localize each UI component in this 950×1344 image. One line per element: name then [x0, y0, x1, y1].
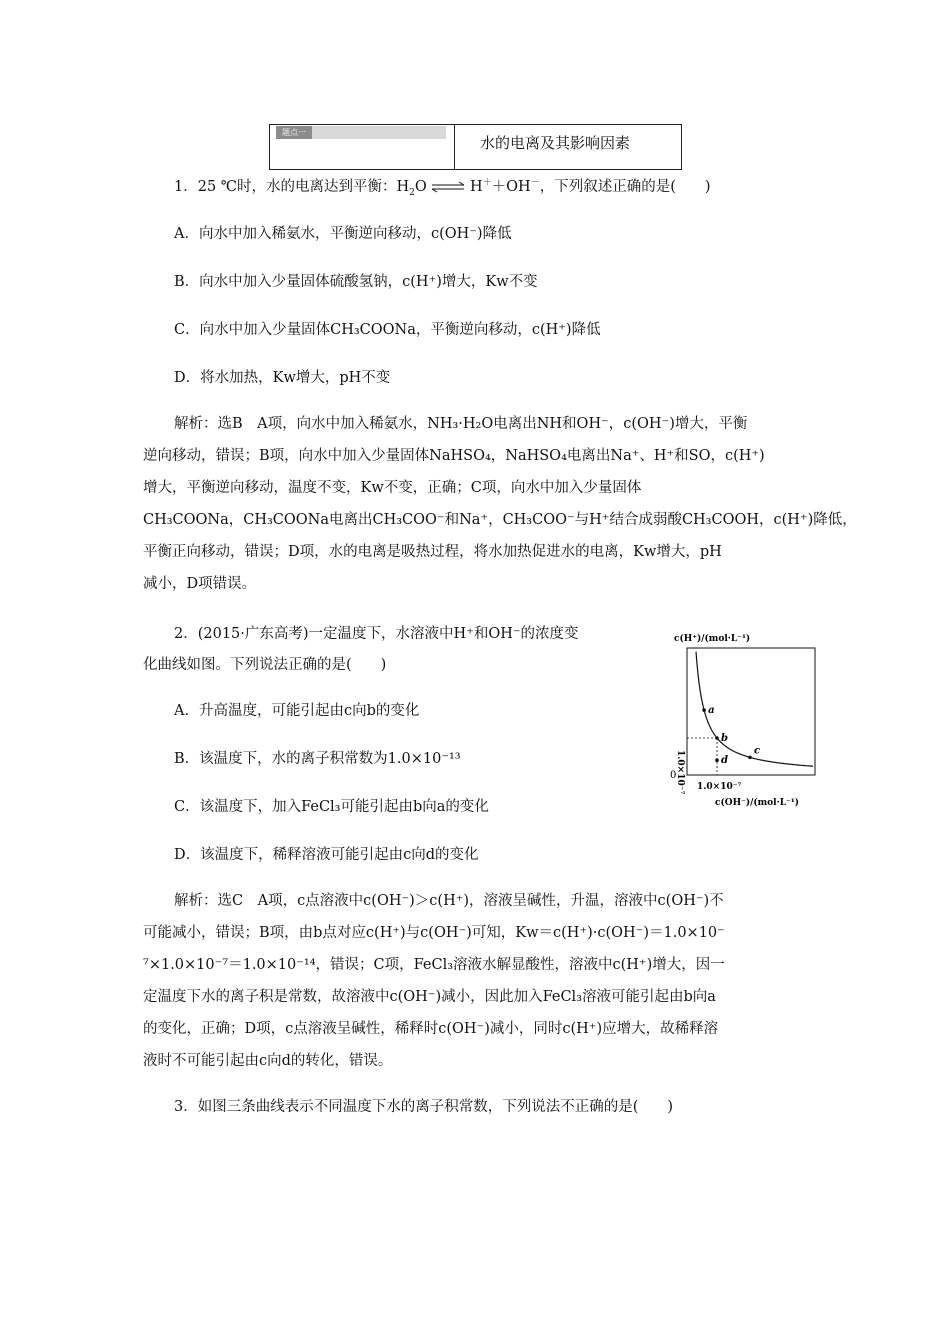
q1-analysis-line-3: 增大，平衡逆向移动，温度不变，Kw不变，正确；C项，向水中加入少量固体 — [143, 480, 642, 496]
header-divider — [454, 125, 455, 169]
chart-point-label-b: b — [721, 733, 728, 744]
kw-curve-chart — [660, 628, 825, 813]
q2-option-b: B．该温度下，水的离子积常数为1.0×10⁻¹³ — [174, 751, 461, 767]
chart-point-b — [715, 736, 719, 740]
chart-point-label-a: a — [708, 705, 715, 717]
equilibrium-arrow-icon — [431, 181, 465, 193]
q1-option-a: A．向水中加入稀氨水，平衡逆向移动，c(OH⁻)降低 — [174, 226, 512, 242]
topic-badge: 题点一 — [276, 126, 312, 139]
q1-analysis-line-4: CH₃COONa，CH₃COONa电离出CH₃COO⁻和Na⁺，CH₃COO⁻与H⁺结合成弱酸CH₃COOH，c(H⁺)降低， — [143, 512, 857, 528]
chart-x-tick-label: 1.0×10⁻⁷ — [697, 782, 742, 792]
topic-header-box — [269, 124, 682, 170]
q2-analysis-line-1: 解析：选C A项，c点溶液中c(OH⁻)＞c(H⁺)，溶液呈碱性，升温，溶液中c(OH⁻)不 — [174, 893, 724, 909]
chart-point-c — [748, 756, 752, 760]
chart-ylabel: c(H⁺)/(mol·L⁻¹) — [674, 634, 751, 644]
q1-stem: 1．25 ℃时，水的电离达到平衡：$H_2O$ H＋＋OH－，下列叙述正确的是( ) — [174, 178, 711, 198]
q2-option-c: C．该温度下，加入FeCl₃可能引起由b向a的变化 — [174, 799, 489, 815]
q2-option-d: D．该温度下，稀释溶液可能引起由c向d的变化 — [174, 847, 479, 863]
q1-option-c: C．向水中加入少量固体CH₃COONa，平衡逆向移动，c(H⁺)降低 — [174, 322, 601, 338]
q1-option-b: B．向水中加入少量固体硫酸氢钠，c(H⁺)增大，Kw不变 — [174, 274, 538, 290]
q2-analysis-line-6: 液时不可能引起由c向d的转化，错误。 — [143, 1053, 393, 1069]
q2-analysis-line-5: 的变化，正确；D项，c点溶液呈碱性，稀释时c(OH⁻)减小，同时c(H⁺)应增大，故稀释溶 — [143, 1021, 719, 1037]
chart-point-d — [715, 758, 719, 762]
q2-stem-line-1: 2．(2015·广东高考)一定温度下，水溶液中H⁺和OH⁻的浓度变 — [174, 626, 579, 642]
chart-y-tick-label: 1.0×10⁻⁷ — [675, 750, 685, 795]
chart-origin-label: 0 — [670, 770, 677, 781]
q1-analysis-line-2: 逆向移动，错误；B项，向水中加入少量固体NaHSO₄，NaHSO₄电离出Na⁺、H⁺和SO，c(H⁺) — [143, 448, 765, 464]
badge-strip — [276, 126, 446, 139]
q2-stem-line-2: 化曲线如图。下列说法正确的是( ) — [143, 657, 387, 673]
q2-analysis-line-3: ⁷×1.0×10⁻⁷＝1.0×10⁻¹⁴，错误；C项，FeCl₃溶液水解显酸性，溶液中c(H⁺)增大，因一 — [143, 957, 725, 973]
q1-analysis-line-5: 平衡正向移动，错误；D项，水的电离是吸热过程，将水加热促进水的电离，Kw增大，pH — [143, 544, 722, 560]
q1-analysis-line-1: 解析：选B A项，向水中加入稀氨水，NH₃·H₂O电离出NH和OH⁻，c(OH⁻)增大，平衡 — [174, 416, 748, 432]
q2-analysis-line-2: 可能减小，错误；B项，由b点对应c(H⁺)与c(OH⁻)可知，Kw＝c(H⁺)·c(OH⁻)＝1.0×10⁻ — [143, 925, 725, 941]
q1-analysis-line-6: 减小，D项错误。 — [143, 576, 257, 592]
q2-analysis-line-4: 定温度下水的离子积是常数，故溶液中c(OH⁻)减小，因此加入FeCl₃溶液可能引起由b向a — [143, 989, 716, 1005]
chart-points — [702, 705, 760, 766]
chart-point-label-d: d — [721, 755, 728, 767]
q1-option-d: D．将水加热，Kw增大，pH不变 — [174, 370, 391, 386]
chart-xlabel: c(OH⁻)/(mol·L⁻¹) — [715, 798, 799, 808]
q2-chart — [660, 628, 825, 817]
q3-stem: 3．如图三条曲线表示不同温度下水的离子积常数，下列说法不正确的是( ) — [174, 1099, 674, 1115]
chart-point-a — [702, 708, 706, 712]
topic-title: 水的电离及其影响因素 — [480, 134, 631, 152]
q2-option-a: A．升高温度，可能引起由c向b的变化 — [174, 703, 420, 719]
chart-point-label-c: c — [754, 745, 761, 757]
